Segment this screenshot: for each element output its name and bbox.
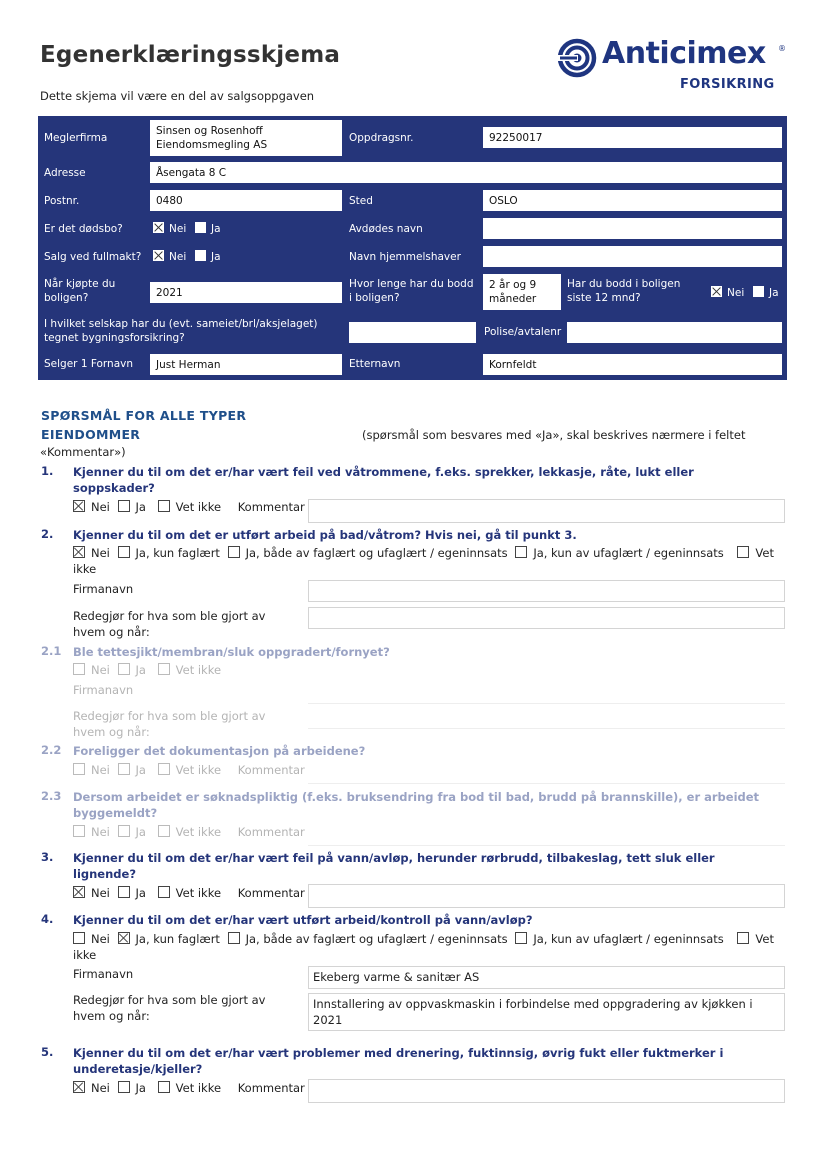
option-label: Nei [91, 500, 110, 514]
question-text-line-1: Kjenner du til om det er/har vært feil ved våtrommene, f.eks. sprekker, lekkasje, råte, lukt eller [73, 465, 694, 479]
option-label: Ja, både av faglært og ufaglært / egeninnsats [245, 546, 508, 560]
selger-label: Selger 1 Fornavn [44, 358, 134, 370]
kommentar-label: Kommentar [237, 886, 305, 900]
redegjor-label [73, 608, 266, 640]
kommentar-label: Kommentar [237, 1081, 305, 1095]
checked-checkbox-icon[interactable] [73, 546, 85, 558]
question-number: 4. [41, 912, 54, 926]
checked-checkbox-icon[interactable] [153, 222, 164, 233]
option-label: Ja, kun av ufaglært / egeninnsats [533, 932, 724, 946]
firmanavn-label: Firmanavn [73, 582, 134, 596]
postnr-value: 0480 [156, 194, 183, 207]
hjemmel-label: Navn hjemmelshaver [349, 251, 461, 263]
checkbox-icon[interactable] [158, 886, 170, 898]
kommentar-field[interactable] [308, 1079, 785, 1103]
checkbox-icon[interactable] [118, 500, 130, 512]
anticimex-logo [556, 38, 796, 96]
question-text: Kjenner du til om det er/har vært utført arbeid/kontroll på vann/avløp? [73, 913, 533, 927]
checked-checkbox-icon[interactable] [73, 886, 85, 898]
question-number: 2. [41, 527, 54, 541]
bodd12-nei-option[interactable] [711, 286, 744, 299]
checked-checkbox-icon[interactable] [118, 932, 130, 944]
kommentar-field[interactable] [308, 762, 785, 784]
question-text [73, 789, 785, 821]
question-text-line-2: underetasje/kjeller? [73, 1062, 203, 1076]
etternavn-value: Kornfeldt [489, 358, 537, 371]
option-label: Vet [755, 546, 774, 560]
logo-brand: Anticimex [602, 36, 766, 71]
meglerfirma-field[interactable] [150, 120, 342, 156]
anticimex-swirl-icon [556, 38, 598, 78]
checkbox-icon[interactable] [118, 763, 130, 775]
question-text-line-2: byggemeldt? [73, 806, 158, 820]
option-label: Ja, kun av ufaglært / egeninnsats [533, 546, 724, 560]
checkbox-icon[interactable] [118, 886, 130, 898]
checkbox-icon[interactable] [737, 546, 749, 558]
checkbox-icon[interactable] [73, 663, 85, 675]
section-heading-line-1: SPØRSMÅL FOR ALLE TYPER [41, 408, 247, 423]
checkbox-icon[interactable] [118, 1081, 130, 1093]
question-text-line-2: lignende? [73, 867, 136, 881]
checkbox-icon[interactable] [228, 932, 240, 944]
option-label: Nei [91, 763, 110, 777]
selskap-label-1: I hvilket selskap har du (evt. sameiet/brl/aksjelaget) [44, 318, 318, 330]
option-label: Ja, både av faglært og ufaglært / egeninnsats [245, 932, 508, 946]
kommentar-label: Kommentar [237, 825, 305, 839]
fullmakt-ja-option[interactable] [195, 250, 221, 263]
checked-checkbox-icon[interactable] [73, 500, 85, 512]
checkbox-icon[interactable] [73, 763, 85, 775]
section-note-line-2: «Kommentar») [40, 445, 126, 459]
seller-info-panel [38, 116, 787, 380]
option-label: Nei [91, 546, 110, 560]
sted-label: Sted [349, 195, 373, 207]
firmanavn-field[interactable] [308, 682, 785, 704]
option-label: Nei [91, 1081, 110, 1095]
checkbox-icon[interactable] [158, 1081, 170, 1093]
oppdragsnr-field[interactable] [483, 127, 782, 148]
answer-options [73, 763, 305, 777]
firmanavn-label: Firmanavn [73, 967, 134, 981]
bodd-label-2: i boligen? [349, 292, 400, 304]
question-number: 3. [41, 850, 54, 864]
polise-field[interactable] [567, 322, 782, 343]
question-number: 2.1 [41, 644, 62, 658]
answer-options [73, 663, 221, 677]
page-subtitle: Dette skjema vil være en del av salgsoppgaven [40, 89, 315, 103]
checkbox-icon[interactable] [73, 932, 85, 944]
option-label: Vet ikke [175, 1081, 222, 1095]
option-label: Nei [91, 825, 110, 839]
option-label: Ja, kun faglært [135, 932, 220, 946]
firmanavn-label: Firmanavn [73, 683, 134, 697]
bodd-label-1: Hvor lenge har du bodd [349, 278, 474, 290]
adresse-label: Adresse [44, 167, 86, 179]
selskap-field[interactable] [349, 322, 476, 343]
checkbox-icon[interactable] [158, 763, 170, 775]
kjopte-value: 2021 [156, 286, 183, 299]
checkbox-icon[interactable] [195, 250, 206, 261]
option-label: Ja [135, 886, 146, 900]
firmanavn-value: Ekeberg varme & sanitær AS [313, 970, 480, 984]
etternavn-label: Etternavn [349, 358, 401, 370]
option-label: Nei [169, 251, 187, 263]
checkbox-icon[interactable] [118, 546, 130, 558]
redegjor-label-2: hvem og når: [73, 1009, 150, 1023]
question-text-line-2: soppskader? [73, 481, 155, 495]
question-text-line-1: Kjenner du til om det er/har vært problemer med drenering, fuktinnsig, øvrig fukt eller fuktmerker i [73, 1046, 724, 1060]
checkbox-icon[interactable] [228, 546, 240, 558]
question-text [73, 464, 773, 496]
bodd12-label-1: Har du bodd i boligen [567, 278, 681, 290]
checkbox-icon[interactable] [195, 222, 206, 233]
selger-field[interactable] [150, 354, 342, 375]
kommentar-field[interactable] [308, 499, 785, 523]
bodd-value-2: måneder [489, 293, 537, 305]
redegjor-label [73, 992, 266, 1024]
logo-subtitle: FORSIKRING [680, 77, 775, 92]
answer-options [73, 1081, 305, 1095]
option-label: Nei [91, 932, 110, 946]
etternavn-field[interactable] [483, 354, 782, 375]
checked-checkbox-icon[interactable] [73, 1081, 85, 1093]
redegjor-label-1: Redegjør for hva som ble gjort av [73, 709, 266, 723]
option-label: Vet [755, 932, 774, 946]
question-text [73, 1045, 773, 1077]
adresse-field[interactable] [150, 162, 782, 183]
checkbox-icon[interactable] [118, 825, 130, 837]
checkbox-icon[interactable] [158, 663, 170, 675]
logo-registered: ® [778, 44, 786, 53]
kjopte-label-1: Når kjøpte du [44, 278, 116, 290]
selger-value: Just Herman [156, 358, 221, 371]
avdodes-label: Avdødes navn [349, 223, 423, 235]
checkbox-icon[interactable] [515, 932, 527, 944]
question-text-line-1: Dersom arbeidet er søknadspliktig (f.eks. bruksendring fra bod til bad, brudd på brannskille), er arbeidet [73, 790, 760, 804]
section-heading-line-2: EIENDOMMER [41, 427, 141, 442]
sted-field[interactable] [483, 190, 782, 211]
option-label: Ja [135, 763, 146, 777]
checkbox-icon[interactable] [73, 825, 85, 837]
page-title: Egenerklæringsskjema [40, 42, 341, 68]
option-label: Ja [211, 251, 221, 263]
kommentar-label: Kommentar [237, 763, 305, 777]
answer-options [73, 886, 305, 900]
answer-options [73, 546, 774, 560]
checkbox-icon[interactable] [515, 546, 527, 558]
sted-value: OSLO [489, 194, 518, 207]
question-text-line-1: Kjenner du til om det er/har vært feil på vann/avløp, herunder rørbrudd, tilbakeslag, tett sluk eller [73, 851, 715, 865]
fullmakt-label: Salg ved fullmakt? [44, 251, 142, 263]
option-label: Vet ikke [175, 886, 222, 900]
answer-options [73, 500, 305, 514]
bodd12-label [567, 277, 680, 305]
question-number: 2.2 [41, 743, 62, 757]
option-label-wrap: ikke [73, 562, 97, 576]
dodsbo-ja-option[interactable] [195, 222, 221, 235]
bodd12-label-2: siste 12 mnd? [567, 292, 641, 304]
firmanavn-field[interactable] [308, 966, 785, 989]
meglerfirma-label: Meglerfirma [44, 132, 108, 144]
bodd12-ja-option[interactable] [753, 286, 779, 299]
bodd-field[interactable] [483, 274, 561, 310]
redegjor-field[interactable] [308, 707, 785, 729]
checkbox-icon[interactable] [158, 500, 170, 512]
option-label: Ja [211, 223, 221, 235]
dodsbo-label: Er det dødsbo? [44, 223, 123, 235]
polise-label: Polise/avtalenr [484, 326, 562, 338]
meglerfirma-value-2: Eiendomsmegling AS [156, 139, 268, 151]
answer-options [73, 825, 305, 839]
redegjor-label-1: Redegjør for hva som ble gjort av [73, 609, 266, 623]
option-label: Nei [169, 223, 187, 235]
option-label: Ja [135, 825, 146, 839]
checkbox-icon[interactable] [118, 663, 130, 675]
option-label: Ja [135, 1081, 146, 1095]
selskap-label-2: tegnet bygningsforsikring? [44, 332, 185, 344]
bodd-label [349, 277, 474, 305]
question-number: 1. [41, 464, 54, 478]
option-label: Ja [769, 287, 779, 299]
postnr-field[interactable] [150, 190, 342, 211]
oppdragsnr-value: 92250017 [489, 131, 543, 144]
kommentar-label: Kommentar [237, 500, 305, 514]
option-label: Ja [135, 500, 146, 514]
answer-options [73, 932, 774, 946]
oppdragsnr-label: Oppdragsnr. [349, 132, 414, 144]
hjemmel-field[interactable] [483, 246, 782, 267]
option-label: Ja [135, 663, 146, 677]
kjopte-label-2: boligen? [44, 292, 89, 304]
redegjor-label-1: Redegjør for hva som ble gjort av [73, 993, 266, 1007]
postnr-label: Postnr. [44, 195, 80, 207]
redegjor-value: Innstallering av oppvaskmaskin i forbindelse med oppgradering av kjøkken i 2021 [313, 997, 753, 1027]
question-text [73, 850, 773, 882]
option-label: Nei [727, 287, 745, 299]
option-label: Nei [91, 886, 110, 900]
redegjor-label-2: hvem og når: [73, 625, 150, 639]
bodd-value-1: 2 år og 9 [489, 279, 537, 291]
redegjor-field[interactable] [308, 993, 785, 1031]
option-label: Vet ikke [175, 825, 222, 839]
question-text: Kjenner du til om det er utført arbeid på bad/våtrom? Hvis nei, gå til punkt 3. [73, 528, 577, 542]
kjopte-field[interactable] [150, 282, 342, 303]
kommentar-field[interactable] [308, 884, 785, 908]
checked-checkbox-icon[interactable] [153, 250, 164, 261]
checkbox-icon[interactable] [158, 825, 170, 837]
selskap-label [44, 317, 318, 345]
question-number: 2.3 [41, 789, 62, 803]
section-note-line-1: (spørsmål som besvares med «Ja», skal beskrives nærmere i feltet [362, 428, 746, 442]
option-label: Nei [91, 663, 110, 677]
checkbox-icon[interactable] [753, 286, 764, 297]
option-label: Ja, kun faglært [135, 546, 220, 560]
adresse-value: Åsengata 8 C [156, 166, 227, 179]
kommentar-field[interactable] [308, 824, 785, 846]
redegjor-label-2: hvem og når: [73, 725, 150, 739]
question-text: Foreligger det dokumentasjon på arbeidene? [73, 744, 366, 758]
redegjor-label [73, 708, 266, 740]
avdodes-field[interactable] [483, 218, 782, 239]
option-label: Vet ikke [175, 763, 222, 777]
redegjor-field[interactable] [308, 607, 785, 629]
option-label: Vet ikke [175, 500, 222, 514]
option-label-wrap: ikke [73, 948, 97, 962]
kjopte-label [44, 277, 115, 305]
fullmakt-nei-option[interactable] [153, 250, 186, 263]
option-label: Vet ikke [175, 663, 222, 677]
checkbox-icon[interactable] [737, 932, 749, 944]
question-text: Ble tettesjikt/membran/sluk oppgradert/fornyet? [73, 645, 390, 659]
firmanavn-field[interactable] [308, 580, 785, 602]
meglerfirma-value-1: Sinsen og Rosenhoff [156, 125, 263, 137]
dodsbo-nei-option[interactable] [153, 222, 186, 235]
question-number: 5. [41, 1045, 54, 1059]
checked-checkbox-icon[interactable] [711, 286, 722, 297]
